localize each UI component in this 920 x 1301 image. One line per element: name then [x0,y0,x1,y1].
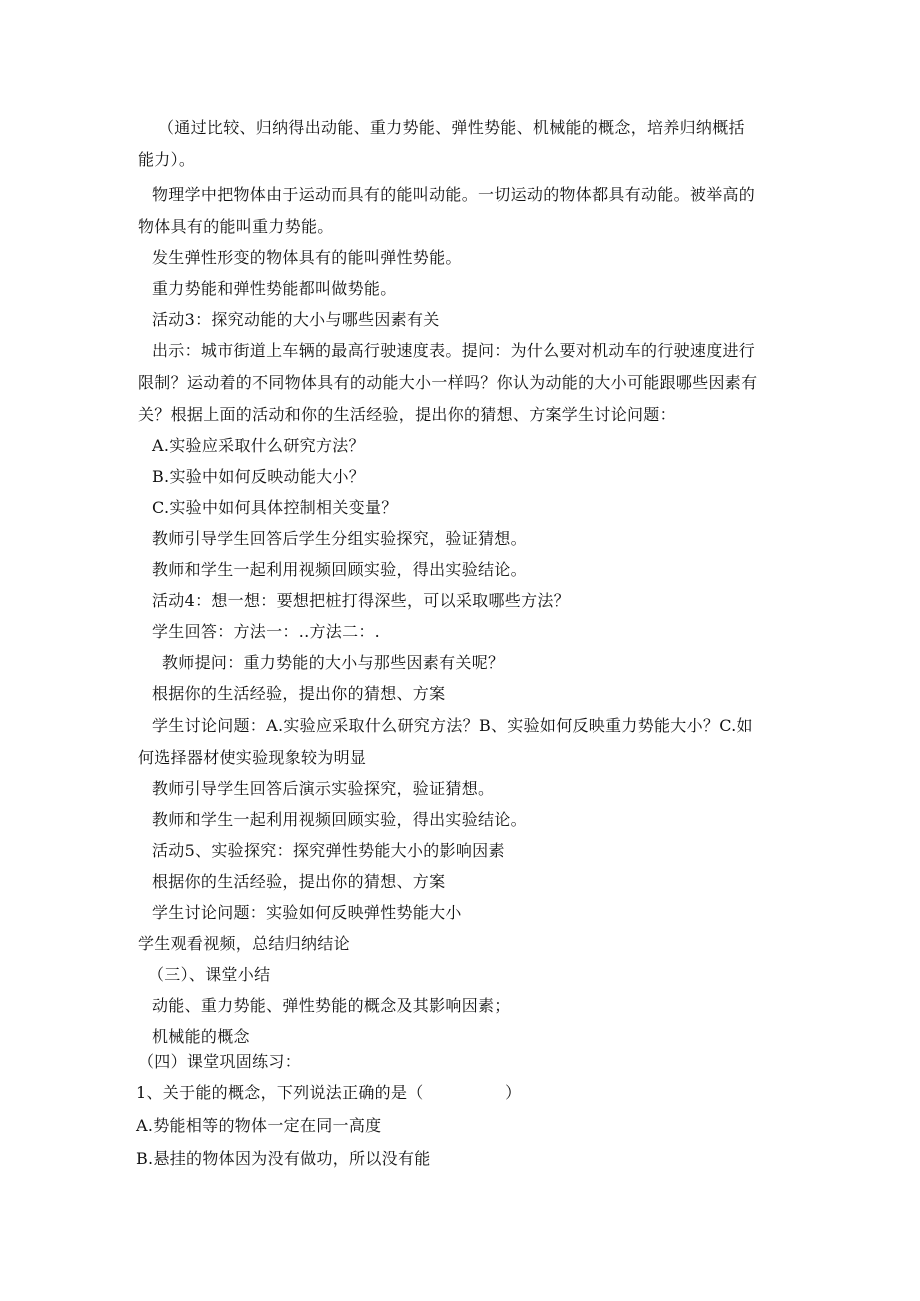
text-line: 物体具有的能叫重力势能。 [138,217,334,236]
text-line: 学生讨论问题：实验如何反映弹性势能大小 [152,903,462,922]
text-line: （通过比较、归纳得出动能、重力势能、弹性势能、机械能的概念，培养归纳概括 [158,118,745,137]
text-line: 学生观看视频，总结归纳结论 [138,934,350,953]
text-line: 限制？运动着的不同物体具有的动能大小一样吗？你认为动能的大小可能跟哪些因素有 [138,373,758,392]
exercise-question: 1、关于能的概念，下列说法正确的是（ ） [136,1083,522,1102]
heading-activity-4: 活动4：想一想：要想把桩打得深些，可以采取哪些方法？ [152,591,570,610]
heading-activity-3: 活动3：探究动能的大小与哪些因素有关 [152,310,440,329]
text-line: 出示：城市街道上车辆的最高行驶速度表。提问：为什么要对机动车的行驶速度进行 [152,341,756,360]
text-line: 动能、重力势能、弹性势能的概念及其影响因素； [152,996,511,1015]
section-heading-practice: （四）课堂巩固练习： [138,1052,302,1071]
question-item-c: C.实验中如何具体控制相关变量？ [152,498,398,517]
text-line: 学生讨论问题：A.实验应采取什么研究方法？B、实验如何反映重力势能大小？C.如 [152,716,753,735]
question-item-b: B.实验中如何反映动能大小？ [152,467,366,486]
text-line: 教师和学生一起利用视频回顾实验，得出实验结论。 [152,810,527,829]
section-heading-summary: （三）、课堂小结 [148,965,271,984]
text-line: 根据你的生活经验，提出你的猜想、方案 [152,872,446,891]
text-line: 学生回答：方法一：..方法二：. [152,622,381,641]
exercise-option-b: B.悬挂的物体因为没有做功，所以没有能 [136,1149,431,1168]
text-line: 重力势能和弹性势能都叫做势能。 [152,279,397,298]
heading-activity-5: 活动5、实验探究：探究弹性势能大小的影响因素 [152,841,505,860]
text-line: 何选择器材使实验现象较为明显 [138,748,367,767]
question-item-a: A.实验应采取什么研究方法？ [152,436,365,455]
text-line: 根据你的生活经验，提出你的猜想、方案 [152,684,446,703]
text-line: 教师引导学生回答后演示实验探究，验证猜想。 [152,779,495,798]
exercise-option-a: A.势能相等的物体一定在同一高度 [136,1116,382,1135]
text-line: 教师引导学生回答后学生分组实验探究，验证猜想。 [152,529,527,548]
text-line: 能力）。 [138,150,196,169]
text-line: 教师提问：重力势能的大小与那些因素有关呢？ [162,653,505,672]
text-line: 物理学中把物体由于运动而具有的能叫动能。一切运动的物体都具有动能。被举高的 [152,185,756,204]
text-line: 机械能的概念 [152,1027,250,1046]
text-line: 关？根据上面的活动和你的生活经验，提出你的猜想、方案学生讨论问题： [138,405,676,424]
text-line: 教师和学生一起利用视频回顾实验，得出实验结论。 [152,560,527,579]
text-line: 发生弹性形变的物体具有的能叫弹性势能。 [152,248,462,267]
